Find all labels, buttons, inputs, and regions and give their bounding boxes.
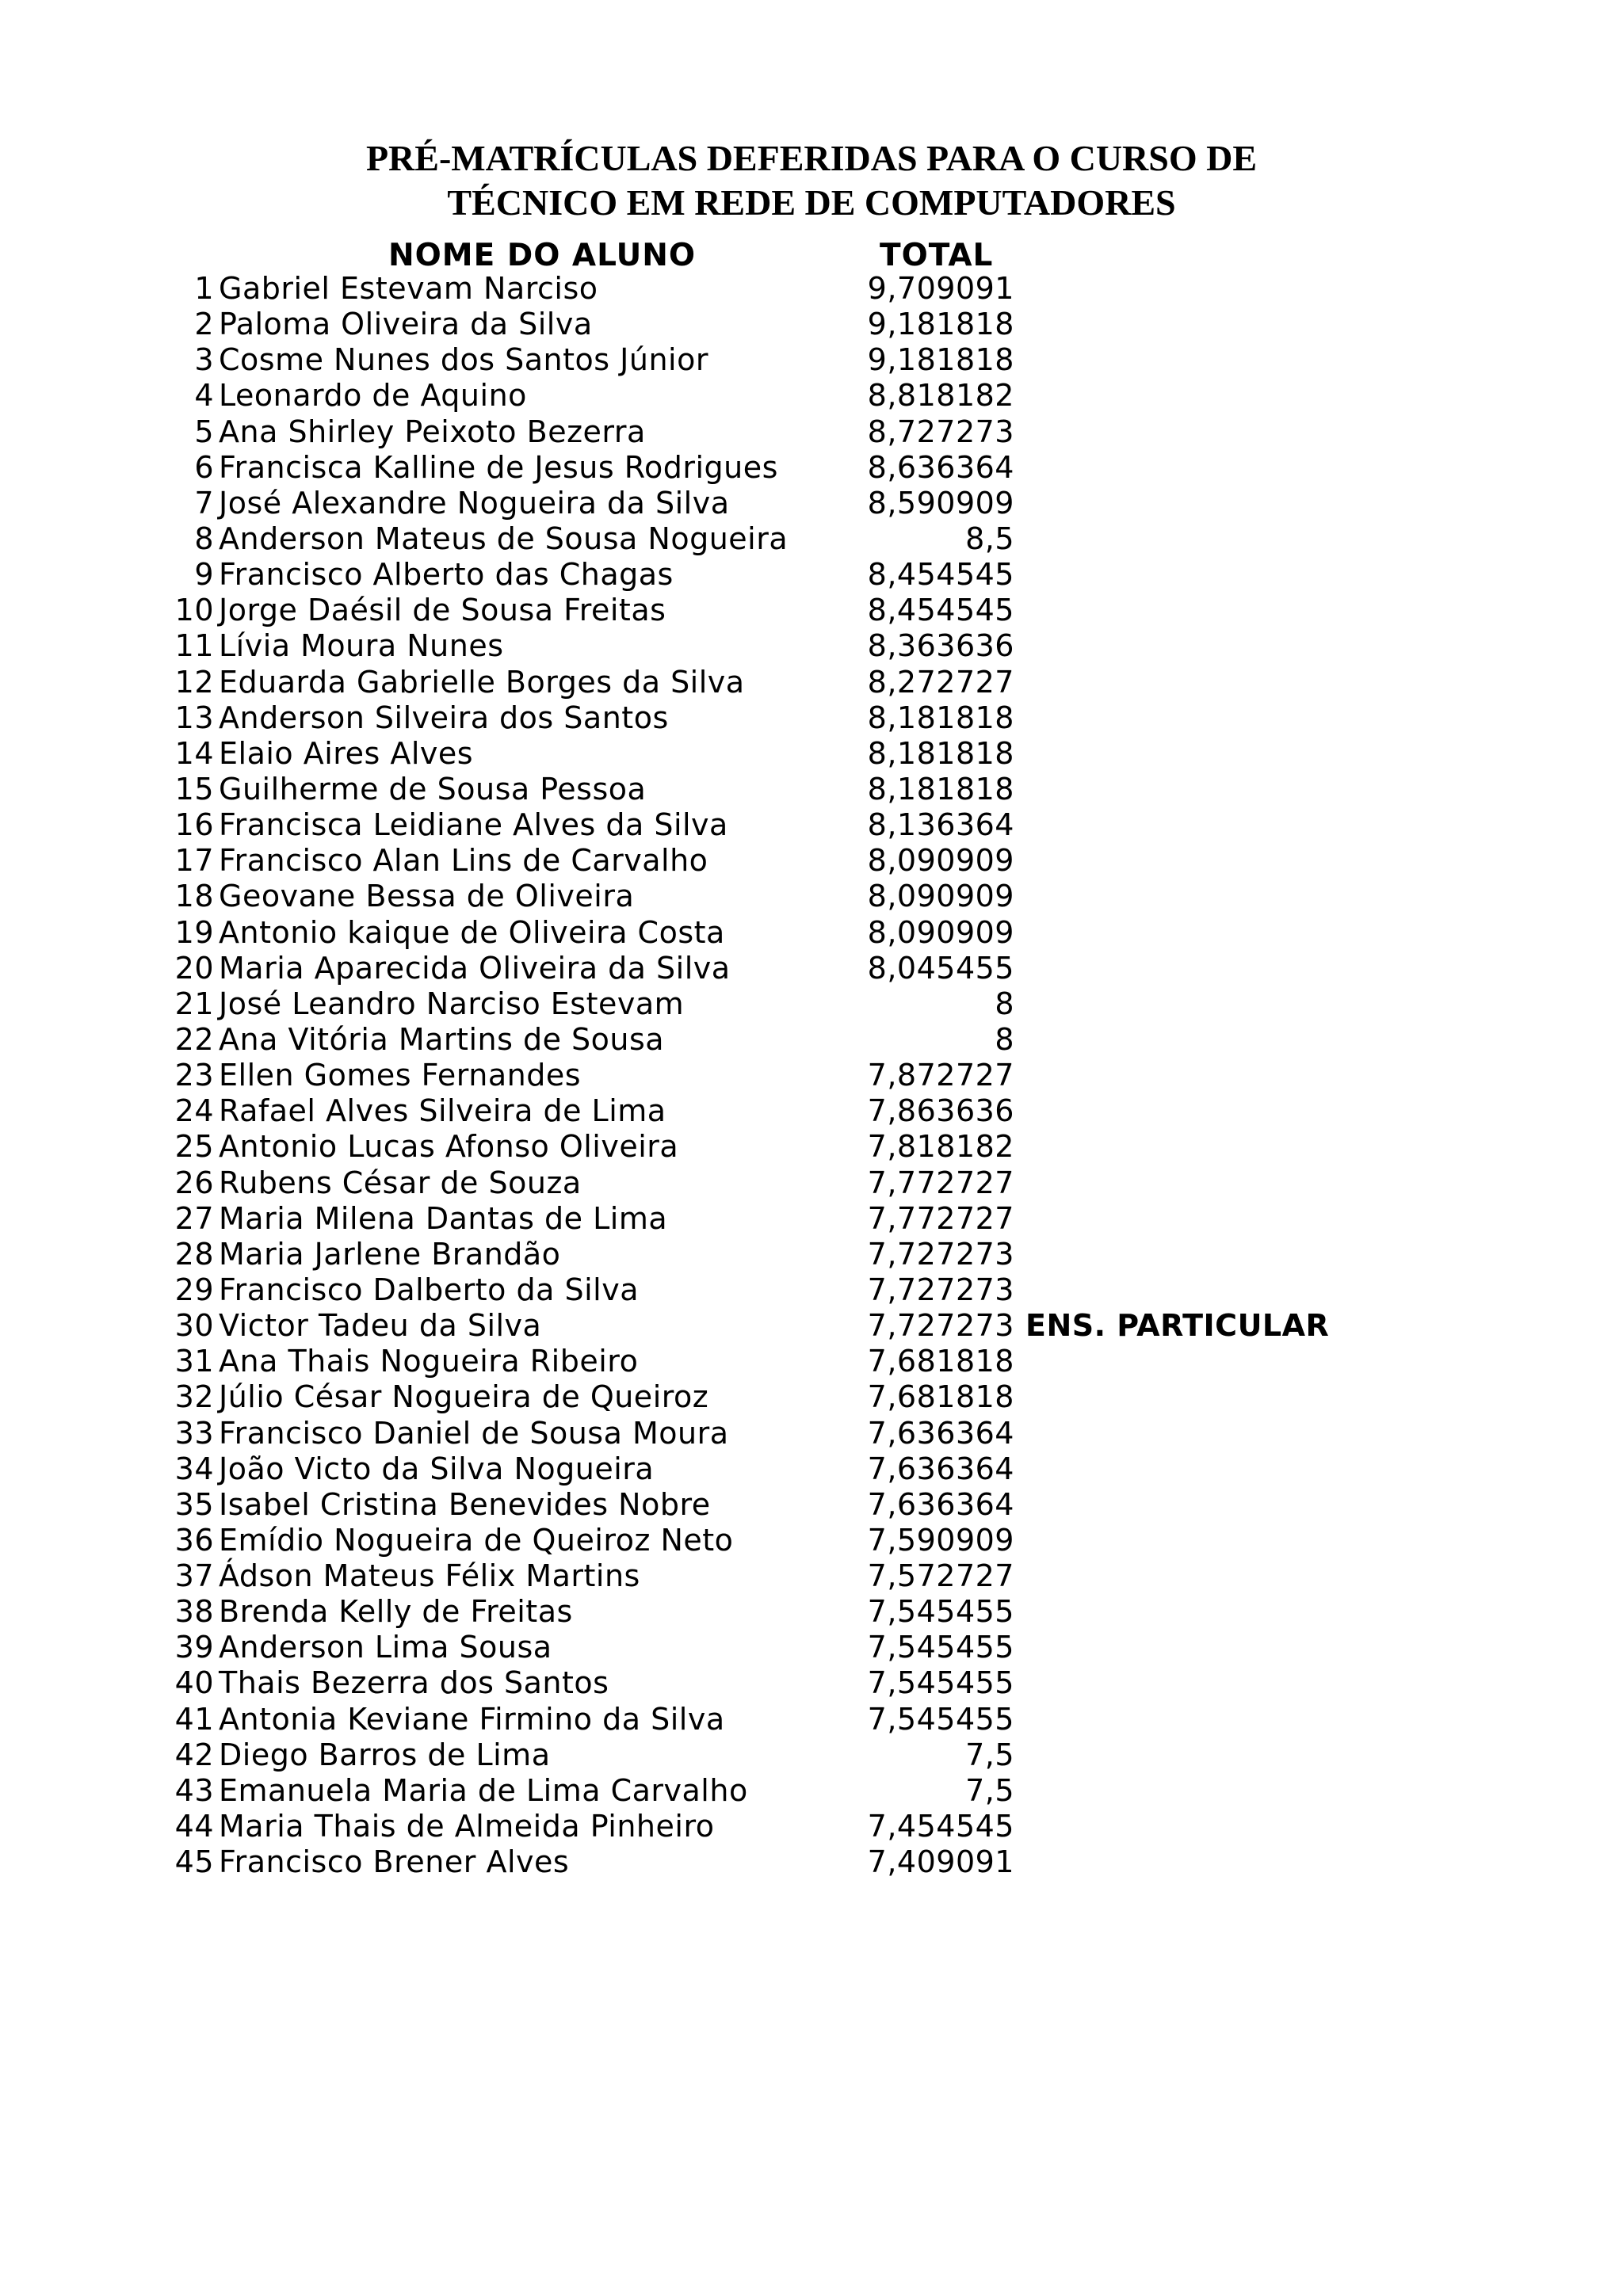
table-row bbox=[0, 1630, 1623, 1665]
student-total: 7,727273 bbox=[867, 1308, 1014, 1344]
row-number: 38 bbox=[174, 1594, 214, 1630]
table-row bbox=[0, 271, 1623, 307]
table-row bbox=[0, 628, 1623, 664]
row-number: 34 bbox=[174, 1451, 214, 1486]
row-number: 40 bbox=[174, 1665, 214, 1701]
table-row bbox=[0, 1416, 1623, 1451]
row-number: 36 bbox=[174, 1522, 214, 1558]
row-number: 3 bbox=[194, 342, 214, 378]
student-name: Gabriel Estevam Narciso bbox=[219, 271, 598, 306]
row-number: 4 bbox=[194, 378, 214, 414]
table-row bbox=[0, 1129, 1623, 1165]
student-total: 7,545455 bbox=[867, 1665, 1014, 1701]
student-total: 9,709091 bbox=[867, 271, 1014, 306]
student-total: 7,5 bbox=[965, 1737, 1014, 1772]
student-name: Júlio César Nogueira de Queiroz bbox=[219, 1379, 709, 1415]
student-name: Isabel Cristina Benevides Nobre bbox=[219, 1486, 711, 1522]
row-number: 31 bbox=[174, 1344, 214, 1379]
student-total: 7,636364 bbox=[867, 1451, 1014, 1486]
student-total: 7,454545 bbox=[867, 1809, 1014, 1844]
row-number: 39 bbox=[174, 1630, 214, 1665]
student-name: Jorge Daésil de Sousa Freitas bbox=[219, 593, 666, 628]
student-name: Rubens César de Souza bbox=[219, 1165, 582, 1200]
student-name: Francisco Daniel de Sousa Moura bbox=[219, 1415, 729, 1451]
student-total: 7,5 bbox=[965, 1772, 1014, 1808]
row-number: 29 bbox=[174, 1272, 214, 1307]
table-row bbox=[0, 1737, 1623, 1773]
row-number: 45 bbox=[174, 1844, 214, 1880]
student-total: 8,181818 bbox=[867, 735, 1014, 771]
student-total: 7,636364 bbox=[867, 1486, 1014, 1522]
row-number: 19 bbox=[174, 914, 214, 950]
student-name: Rafael Alves Silveira de Lima bbox=[219, 1093, 666, 1129]
table-row bbox=[0, 986, 1623, 1022]
table-row bbox=[0, 1523, 1623, 1558]
student-total: 9,181818 bbox=[867, 342, 1014, 378]
student-total: 7,590909 bbox=[867, 1522, 1014, 1558]
row-number: 14 bbox=[174, 735, 214, 771]
student-name: Geovane Bessa de Oliveira bbox=[219, 879, 635, 914]
student-name: Elaio Aires Alves bbox=[219, 735, 474, 771]
table-row bbox=[0, 307, 1623, 342]
student-total: 7,572727 bbox=[867, 1558, 1014, 1594]
row-number: 20 bbox=[174, 950, 214, 986]
student-name: Ellen Gomes Fernandes bbox=[219, 1058, 581, 1093]
student-name: Ádson Mateus Félix Martins bbox=[219, 1558, 640, 1594]
row-number: 17 bbox=[174, 843, 214, 879]
row-number: 35 bbox=[174, 1486, 214, 1522]
table-row bbox=[0, 1093, 1623, 1129]
student-total: 7,818182 bbox=[867, 1129, 1014, 1165]
table-row bbox=[0, 843, 1623, 879]
row-number: 37 bbox=[174, 1558, 214, 1594]
table-row bbox=[0, 772, 1623, 807]
table-row bbox=[0, 557, 1623, 593]
row-number: 18 bbox=[174, 879, 214, 914]
student-total: 7,727273 bbox=[867, 1272, 1014, 1307]
row-number: 25 bbox=[174, 1129, 214, 1165]
row-number: 41 bbox=[174, 1701, 214, 1737]
row-number: 7 bbox=[194, 485, 214, 521]
table-row bbox=[0, 1379, 1623, 1415]
table-row bbox=[0, 951, 1623, 986]
row-number: 16 bbox=[174, 807, 214, 843]
table-row bbox=[0, 1201, 1623, 1237]
row-number: 21 bbox=[174, 986, 214, 1021]
student-name: Brenda Kelly de Freitas bbox=[219, 1594, 573, 1630]
student-list bbox=[0, 271, 1623, 1880]
student-name: Victor Tadeu da Silva bbox=[219, 1308, 542, 1344]
student-name: Anderson Mateus de Sousa Nogueira bbox=[219, 521, 789, 556]
student-name: Anderson Lima Sousa bbox=[219, 1630, 552, 1665]
student-total: 8,5 bbox=[965, 521, 1014, 556]
student-name: Antonio kaique de Oliveira Costa bbox=[219, 914, 725, 950]
row-number: 2 bbox=[194, 307, 214, 342]
table-row bbox=[0, 1344, 1623, 1379]
student-total: 8 bbox=[995, 1021, 1014, 1057]
row-number: 33 bbox=[174, 1415, 214, 1451]
table-row bbox=[0, 486, 1623, 521]
student-name: Francisco Dalberto da Silva bbox=[219, 1272, 640, 1307]
student-total: 7,681818 bbox=[867, 1344, 1014, 1379]
row-number: 43 bbox=[174, 1772, 214, 1808]
row-number: 22 bbox=[174, 1021, 214, 1057]
row-number: 9 bbox=[194, 557, 214, 593]
student-total: 8,136364 bbox=[867, 807, 1014, 843]
student-total: 8,090909 bbox=[867, 843, 1014, 879]
table-row bbox=[0, 807, 1623, 843]
row-number: 44 bbox=[174, 1809, 214, 1844]
student-name: Lívia Moura Nunes bbox=[219, 628, 504, 664]
student-total: 8,727273 bbox=[867, 414, 1014, 449]
student-name: Ana Vitória Martins de Sousa bbox=[219, 1021, 665, 1057]
student-total: 7,545455 bbox=[867, 1630, 1014, 1665]
student-name: Antonia Keviane Firmino da Silva bbox=[219, 1701, 725, 1737]
student-name: Antonio Lucas Afonso Oliveira bbox=[219, 1129, 679, 1165]
table-row bbox=[0, 1665, 1623, 1701]
table-row bbox=[0, 879, 1623, 914]
row-number: 24 bbox=[174, 1093, 214, 1129]
student-total: 7,545455 bbox=[867, 1701, 1014, 1737]
table-row bbox=[0, 1702, 1623, 1737]
student-total: 8,454545 bbox=[867, 593, 1014, 628]
student-name: Ana Shirley Peixoto Bezerra bbox=[219, 414, 646, 449]
table-row bbox=[0, 521, 1623, 557]
student-name: João Victo da Silva Nogueira bbox=[219, 1451, 655, 1486]
student-name: Francisco Alberto das Chagas bbox=[219, 557, 674, 593]
row-note: ENS. PARTICULAR bbox=[1025, 1308, 1330, 1344]
table-row bbox=[0, 1308, 1623, 1344]
row-number: 42 bbox=[174, 1737, 214, 1772]
student-total: 7,772727 bbox=[867, 1200, 1014, 1236]
table-row bbox=[0, 1058, 1623, 1093]
row-number: 8 bbox=[194, 521, 214, 556]
row-number: 12 bbox=[174, 664, 214, 700]
student-name: Cosme Nunes dos Santos Júnior bbox=[219, 342, 708, 378]
student-name: José Alexandre Nogueira da Silva bbox=[219, 485, 730, 521]
table-row bbox=[0, 1165, 1623, 1201]
student-name: Francisco Brener Alves bbox=[219, 1844, 570, 1880]
student-total: 7,409091 bbox=[867, 1844, 1014, 1880]
table-row bbox=[0, 700, 1623, 736]
student-name: Maria Milena Dantas de Lima bbox=[219, 1200, 668, 1236]
student-name: Emanuela Maria de Lima Carvalho bbox=[219, 1772, 748, 1808]
student-total: 7,863636 bbox=[867, 1093, 1014, 1129]
student-total: 7,727273 bbox=[867, 1236, 1014, 1272]
row-number: 28 bbox=[174, 1236, 214, 1272]
student-total: 8,590909 bbox=[867, 485, 1014, 521]
table-row bbox=[0, 665, 1623, 700]
page-title-line-1: PRÉ-MATRÍCULAS DEFERIDAS PARA O CURSO DE bbox=[365, 138, 1258, 178]
student-total: 7,681818 bbox=[867, 1379, 1014, 1415]
table-row bbox=[0, 1844, 1623, 1880]
student-total: 8,272727 bbox=[867, 664, 1014, 700]
student-name: José Leandro Narciso Estevam bbox=[219, 986, 685, 1021]
column-header-total: TOTAL bbox=[880, 238, 994, 273]
student-name: Anderson Silveira dos Santos bbox=[219, 700, 669, 735]
row-number: 1 bbox=[194, 271, 214, 306]
row-number: 26 bbox=[174, 1165, 214, 1200]
table-row bbox=[0, 1809, 1623, 1844]
row-number: 32 bbox=[174, 1379, 214, 1415]
student-total: 8,181818 bbox=[867, 700, 1014, 735]
student-total: 8,090909 bbox=[867, 914, 1014, 950]
table-row bbox=[0, 342, 1623, 378]
table-row bbox=[0, 414, 1623, 450]
student-total: 7,772727 bbox=[867, 1165, 1014, 1200]
student-name: Guilherme de Sousa Pessoa bbox=[219, 771, 647, 807]
column-header-name: NOME DO ALUNO bbox=[388, 238, 697, 273]
student-total: 7,636364 bbox=[867, 1415, 1014, 1451]
student-total: 8,636364 bbox=[867, 449, 1014, 485]
student-name: Maria Jarlene Brandão bbox=[219, 1236, 561, 1272]
row-number: 15 bbox=[174, 771, 214, 807]
table-row bbox=[0, 378, 1623, 414]
student-name: Paloma Oliveira da Silva bbox=[219, 307, 593, 342]
row-number: 23 bbox=[174, 1058, 214, 1093]
row-number: 6 bbox=[194, 449, 214, 485]
row-number: 13 bbox=[174, 700, 214, 735]
student-name: Francisca Kalline de Jesus Rodrigues bbox=[219, 449, 778, 485]
student-name: Francisca Leidiane Alves da Silva bbox=[219, 807, 728, 843]
table-row bbox=[0, 1487, 1623, 1523]
student-name: Emídio Nogueira de Queiroz Neto bbox=[219, 1522, 734, 1558]
student-total: 8,818182 bbox=[867, 378, 1014, 414]
student-total: 8,090909 bbox=[867, 879, 1014, 914]
table-row bbox=[0, 1594, 1623, 1630]
student-name: Francisco Alan Lins de Carvalho bbox=[219, 843, 708, 879]
student-total: 8,454545 bbox=[867, 557, 1014, 593]
student-total: 8,181818 bbox=[867, 771, 1014, 807]
student-name: Maria Aparecida Oliveira da Silva bbox=[219, 950, 731, 986]
row-number: 5 bbox=[194, 414, 214, 449]
row-number: 30 bbox=[174, 1308, 214, 1344]
table-row bbox=[0, 1022, 1623, 1058]
student-name: Leonardo de Aquino bbox=[219, 378, 527, 414]
table-row bbox=[0, 1773, 1623, 1809]
student-name: Ana Thais Nogueira Ribeiro bbox=[219, 1344, 639, 1379]
table-row bbox=[0, 1272, 1623, 1308]
student-total: 8,045455 bbox=[867, 950, 1014, 986]
table-row bbox=[0, 450, 1623, 486]
row-number: 11 bbox=[174, 628, 214, 664]
student-total: 7,545455 bbox=[867, 1594, 1014, 1630]
student-name: Maria Thais de Almeida Pinheiro bbox=[219, 1809, 715, 1844]
student-total: 7,872727 bbox=[867, 1058, 1014, 1093]
table-row bbox=[0, 1237, 1623, 1272]
row-number: 10 bbox=[174, 593, 214, 628]
table-row bbox=[0, 1558, 1623, 1594]
student-name: Diego Barros de Lima bbox=[219, 1737, 551, 1772]
row-number: 27 bbox=[174, 1200, 214, 1236]
student-name: Eduarda Gabrielle Borges da Silva bbox=[219, 664, 745, 700]
student-total: 8 bbox=[995, 986, 1014, 1021]
page-title-line-2: TÉCNICO EM REDE DE COMPUTADORES bbox=[447, 182, 1176, 223]
table-row bbox=[0, 593, 1623, 628]
student-total: 8,363636 bbox=[867, 628, 1014, 664]
student-name: Thais Bezerra dos Santos bbox=[219, 1665, 609, 1701]
table-row bbox=[0, 1451, 1623, 1487]
table-row bbox=[0, 915, 1623, 951]
table-row bbox=[0, 736, 1623, 772]
student-total: 9,181818 bbox=[867, 307, 1014, 342]
